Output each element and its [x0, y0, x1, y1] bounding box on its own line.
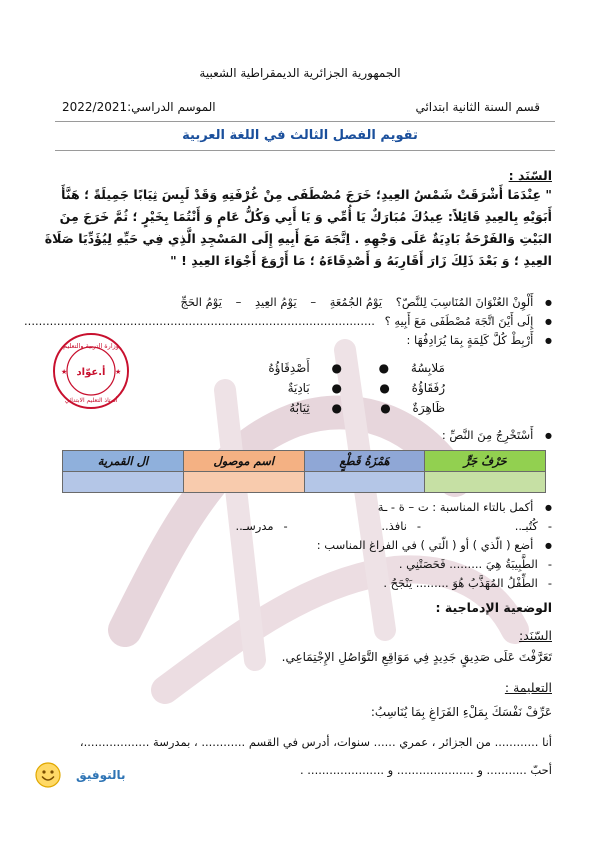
class-label: قسم السنة الثانية ابتدائي [415, 100, 540, 114]
table-answer-row [63, 472, 546, 493]
taa-item[interactable]: - كُتُبـ.. [515, 519, 552, 533]
republic-title: الجمهورية الجزائرية الديمقراطية الشعبية [199, 66, 401, 80]
table-header-row [63, 451, 546, 472]
match-right-item: ظَاهِرَةٌ [412, 401, 445, 415]
question-taa-text: أكمل بالتاء المناسبة : ت – ة - ـة [377, 500, 534, 514]
table-header-cell: اسم موصول [183, 451, 304, 472]
star-icon: ★ [61, 368, 68, 376]
match-dot[interactable]: ● [331, 381, 342, 395]
question-extract [442, 428, 552, 442]
text-section-label: السّنَد : [508, 168, 552, 183]
question-title-text: أَلْوِنْ العُنْوَانَ المُنَاسِبَ لِلنَّصّ؟ [395, 295, 534, 309]
reading-passage: " عِنْدَمَا أَشْرَقَتْ شَمْسُ العِيدِ؛ خَرَجَ مُصْطَفَى مِنْ غُرْفَتِهِ وَقَدْ لَبِسَ ثِيَابًا جَمِيلَةً ؛ هَنَّأَ أَبَوَيْهِ بِالعِيدِ قَائِلاً: عِيدُكَ مُبَارَكٌ يَا أُمِّي وَ يَا أَبِي وَكُلُّ عَامٍ وَ أَنْتُمَا بِخَيْرٍ ؛ ثُمَّ خَرَجَ مِنَ البَيْتِ وَالفَرْحَةُ بَادِيَةٌ عَلَى وَجْهِهِ . اِتَّجَهَ مَعَ أَبِيهِ إِلَى المَسْجِدِ الَّذِي فِي حَيِّهِ لِيُؤَدِّيَا صَلَاةَ العِيدِ ؛ وَ بَعْدَ ذَلِكَ زَارَ أَقَارِبَهُ وَ أَصْدِقَاءَهُ ؛ مَا أَرْوَعَ أَجْوَاءَ العِيدِ ! " [44, 187, 552, 268]
match-dot[interactable]: ● [331, 401, 342, 415]
integration-title: الوضعية الإدماجية : [435, 600, 552, 615]
stamp-top-text: وزارة التربية والتعليم [63, 342, 119, 350]
match-left-column [268, 358, 342, 418]
match-left-item: أَصْدِقَاؤُهُ [268, 361, 310, 375]
option-eid[interactable]: يَوْمُ العِيدِ [254, 295, 297, 309]
taa-item[interactable]: - نافذ.. [381, 519, 421, 533]
question-taa [378, 500, 552, 514]
match-right-item: مَلابِسُهُ [410, 361, 445, 375]
stamp-name: أ.عوّاد [76, 367, 106, 378]
match-dot[interactable]: ● [380, 401, 391, 415]
relative-item[interactable]: - الطَّبِيبَةُ هِيَ ......... فَحَصَتْنِي . [399, 557, 552, 571]
smiley-icon [35, 762, 61, 788]
question-match-text: أَرْبِطْ كُلَّ كَلِمَةٍ بِمَا يُرَادِفُهَا : [406, 333, 534, 347]
header-rule-top [55, 121, 555, 122]
integration-sanad-text: تَعَرَّفْتَ عَلَى صَدِيقٍ جَدِيدٍ فِي مَوَاقِعِ التَّوَاصُلِ الإِجْتِمَاعِي. [281, 650, 552, 664]
match-left-item: بَادِيَةٌ [287, 381, 310, 395]
integration-sanad-label: السّنَد: [519, 628, 552, 643]
fill-line-1[interactable]: أنا ............ من الجزائر ، عمري ...... سنوات، أدرس في القسم ............ ، بمدرسة ..................، [79, 735, 552, 749]
exam-title: تقويم الفصل الثالث في اللغة العربية [182, 128, 418, 143]
match-dot[interactable]: ● [379, 381, 390, 395]
extract-table [62, 450, 546, 493]
answer-cell[interactable] [304, 472, 425, 493]
answer-line[interactable]: ................................................................................................ [24, 314, 375, 328]
relative-item[interactable]: - الطِّفْلُ المُهَذَّبُ هُوَ ......... يَنْجَحُ . [383, 576, 552, 590]
taa-items [132, 519, 552, 533]
table-header-cell: حَرْفُ جَرٍّ [425, 451, 546, 472]
match-left-item: ثِيَابُهُ [289, 401, 310, 415]
teacher-stamp [52, 332, 130, 410]
star-icon: ★ [115, 368, 122, 376]
answer-cell[interactable] [183, 472, 304, 493]
season-label: الموسم الدراسي:2022/2021 [62, 100, 216, 114]
question-extract-text: أَسْتَخْرِجُ مِنَ النَّصِّ : [441, 428, 534, 442]
question-relative-text: أضع ( الّذي ) أو ( الّتي ) في الفراغ المناسب : [316, 538, 534, 552]
instruction-text: عَرِّفْ نَفْسَكَ بِمَلْءِ الفَرَاغِ بِمَا يُنَاسِبُ: [370, 705, 552, 719]
question-direction-text: إِلَى أَيْنَ اتَّجَهَ مُصْطَفَى مَعَ أَبِيهِ ؟ [384, 314, 534, 328]
question-title: ● أَلْوِنْ العُنْوَانَ المُنَاسِبَ لِلنَّصّ؟ يَوْمُ الجُمُعَةِ – يَوْمُ العِيدِ – يَوْمُ الحَجِّ [180, 295, 552, 309]
match-dot[interactable]: ● [331, 361, 342, 375]
match-right-item: رُفَقَاؤُهُ [411, 381, 445, 395]
answer-cell[interactable] [63, 472, 184, 493]
instruction-label: التعليمة : [504, 680, 552, 695]
fill-line-2[interactable]: أحبّ ........... و ..................... و ..................... . [299, 763, 552, 777]
answer-cell[interactable] [425, 472, 546, 493]
option-hajj[interactable]: يَوْمُ الحَجِّ [180, 295, 222, 309]
taa-item[interactable]: - مدرسـ.. [235, 519, 287, 533]
match-right-column [379, 358, 445, 418]
question-direction [24, 314, 552, 328]
question-relative [317, 538, 552, 552]
question-match [407, 333, 552, 347]
table-header-cell: ال القمرية [63, 451, 184, 472]
table-header-cell: هَمْزَةُ قَطْعٍ [304, 451, 425, 472]
header-rule-bottom [55, 150, 555, 151]
match-dot[interactable]: ● [378, 361, 390, 375]
good-luck-text: بالتوفيق [76, 768, 126, 782]
option-friday[interactable]: يَوْمُ الجُمُعَةِ [329, 295, 383, 309]
stamp-bottom-text: أستاذ التعليم الابتدائي [64, 397, 118, 404]
